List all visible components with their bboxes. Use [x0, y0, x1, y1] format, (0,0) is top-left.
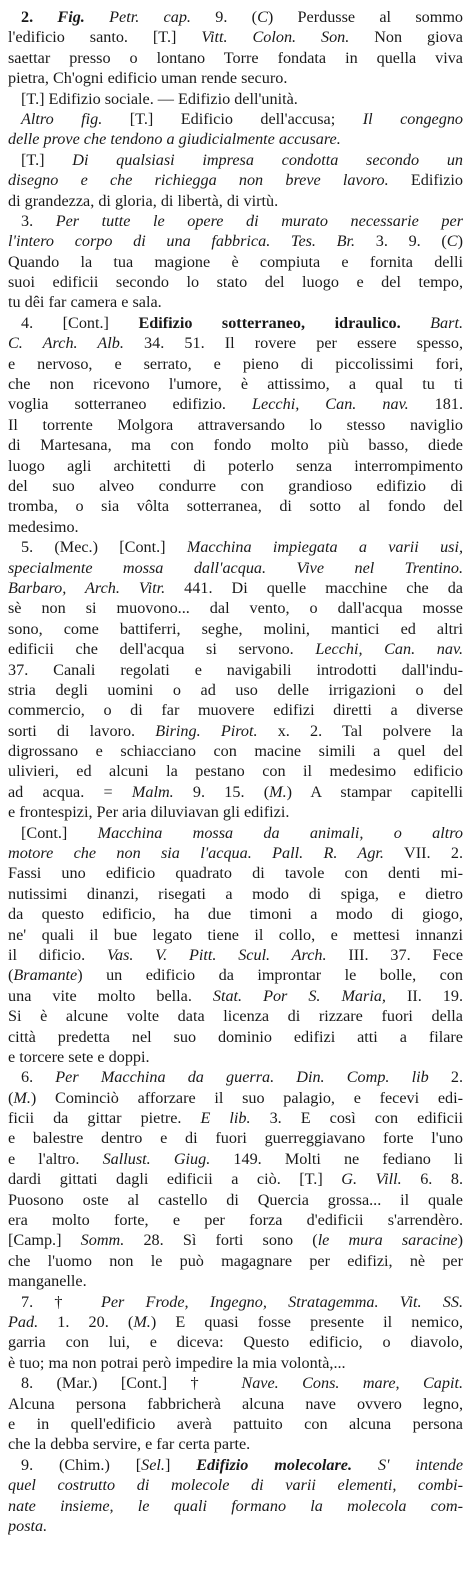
text-run: 8. (Mar.) [Cont.] †: [21, 1374, 242, 1393]
text-run: ad acqua. =: [8, 782, 132, 801]
text-run: Il torrente Molgora attraversando lo stesso naviglio: [8, 415, 463, 434]
styled-text-run: Per Frode, Ingegno, Stratagemma. Vit. SS.: [100, 1292, 463, 1311]
text-run: III. 37. Fece: [326, 945, 463, 964]
text-run: è tuo; ma non potrai però impedire la mia volontà,...: [8, 1353, 346, 1372]
styled-text-run: delle prove che tendono a giudicialmente accusare.: [8, 130, 341, 149]
text-run: Alcuna persona fabbricherà alcuna nave ovvero legno,: [8, 1394, 463, 1413]
styled-text-run: Barbaro, Arch. Vitr.: [8, 578, 166, 597]
styled-text-run: M.: [269, 782, 287, 801]
text-line: [8, 1332, 463, 1352]
text-run: pietra, Ch'ogni edificio uman rende securo.: [8, 69, 288, 88]
text-line: [8, 1027, 463, 1047]
text-run: l'edificio santo. [T.]: [8, 28, 202, 47]
text-run: ) un edificio da improntar le bolle, con: [77, 966, 463, 985]
text-run: ) Cominciò afforzare il suo palagio, e fecevi edi-: [30, 1088, 463, 1107]
text-run: ): [457, 1231, 463, 1250]
text-run: VII. 2.: [383, 844, 463, 863]
text-run: e nervoso, e serrato, e pieno di piccolissimi fori,: [8, 354, 463, 373]
styled-text-run: Stat. Por S. Maria,: [212, 986, 386, 1005]
text-line: [8, 761, 463, 781]
text-run: [T.]: [21, 150, 73, 169]
text-line: [8, 965, 463, 985]
styled-text-run: le mura saracine: [317, 1231, 458, 1250]
styled-text-run: Macchina impiegata a varii usi,: [186, 538, 463, 557]
styled-text-run: C: [257, 8, 268, 26]
text-run: 149. Molti ne fediano li: [210, 1149, 463, 1168]
text-run: [T.] Edificio dell'accusa;: [102, 109, 363, 128]
text-line: [8, 660, 463, 680]
text-line: [8, 700, 463, 720]
text-run: suoi edificii secondo lo stato del luogo e del tempo,: [8, 273, 463, 292]
text-run: 2.: [428, 1068, 463, 1087]
text-run: sono, come battiferri, seghe, molini, mantici ed altri: [8, 619, 463, 638]
text-line: [8, 313, 463, 333]
text-line: [8, 1047, 463, 1067]
styled-text-run: Lecchi, Can. nav.: [252, 395, 409, 414]
text-run: ficii da gittar pietre.: [8, 1109, 201, 1128]
text-line: [8, 925, 463, 945]
text-run: edificii che dell'acqua si servono.: [8, 640, 316, 659]
text-line: [8, 48, 463, 68]
text-run: medesimo.: [8, 517, 79, 536]
text-line: [8, 1475, 463, 1495]
text-run: il dificio.: [8, 945, 107, 964]
text-line: [8, 272, 463, 292]
text-line: [8, 904, 463, 924]
text-run: città predetta nel suo dominio edifizi atti a filare: [8, 1027, 463, 1046]
text-line: [8, 823, 463, 843]
text-line: [8, 68, 463, 88]
styled-text-run: Il congegno: [362, 109, 463, 128]
text-run: commercio, o di far muovere edifizi diretti a diverse: [8, 701, 463, 720]
text-line: [8, 191, 463, 211]
text-run: sè non si muovono... dal vento, o dall'acqua mosse: [8, 599, 463, 618]
styled-text-run: disegno e che richiegga non breve lavoro.: [8, 171, 389, 190]
text-line: [8, 1496, 463, 1516]
text-line: [8, 782, 463, 802]
text-line: [8, 292, 463, 312]
text-run: dardi gittati dagli edificii a ciò. [T.]: [8, 1170, 342, 1189]
styled-text-run: Edifizio molecolare.: [196, 1455, 353, 1474]
styled-text-run: Altro fig.: [21, 109, 103, 128]
dictionary-entry-text: [8, 7, 463, 1536]
text-line: [8, 333, 463, 353]
text-run: e in quell'edificio averà pattuito con alcuna persona: [8, 1414, 463, 1433]
text-line: [8, 945, 463, 965]
styled-text-run: Vas. V. Pitt. Scul. Arch.: [106, 945, 327, 964]
text-run: [T.] Edifizio sociale. — Edifizio dell'unità.: [21, 89, 298, 108]
styled-text-run: Biring. Pirot.: [155, 721, 258, 740]
text-run: che la debba servire, e far certa parte.: [8, 1435, 251, 1454]
text-line: [8, 741, 463, 761]
text-line: [8, 211, 463, 231]
text-run: 9. 15. (: [173, 782, 270, 801]
styled-text-run: Vitt. Colon. Son.: [201, 28, 350, 47]
styled-text-run: Pad.: [8, 1313, 39, 1331]
text-line: [8, 109, 463, 129]
text-run: ne' quali il bue legato tiene il collo, e mettesi innanzi: [8, 925, 463, 944]
text-line: [8, 598, 463, 618]
text-run: Si è alcune volte data licenza di rizzare fuori della: [8, 1007, 463, 1026]
text-run: [Camp.]: [8, 1231, 81, 1250]
text-line: [8, 1414, 463, 1434]
styled-text-run: Di qualsiasi impresa condotta secondo un: [72, 150, 463, 169]
text-run: II. 19.: [385, 986, 463, 1005]
styled-text-run: Nave. Cons. mare, Capit.: [241, 1374, 463, 1393]
text-run: manganelle.: [8, 1272, 87, 1291]
text-line: [8, 1455, 463, 1475]
styled-text-run: Fig.: [57, 8, 110, 26]
text-line: [8, 517, 463, 537]
text-run: ): [457, 232, 463, 251]
text-run: che non ricevono l'umore, è attissimo, a qual tu ti: [8, 375, 463, 394]
text-run: 181.: [408, 395, 463, 414]
text-run: (: [8, 1088, 14, 1107]
text-line: [8, 1108, 463, 1128]
text-run: ]: [164, 1455, 197, 1474]
text-line: [8, 1190, 463, 1210]
text-line: [8, 1516, 463, 1536]
styled-text-run: Pall. R. Agr.: [272, 844, 384, 863]
text-run: 37. Canali regolati e navigabili introdotti dall'indu-: [8, 660, 463, 679]
text-run: era molto forte, e per forza d'edificii s'arrendèro.: [8, 1211, 463, 1230]
text-run: ) E quasi fosse presente il nemico,: [150, 1313, 463, 1331]
styled-text-run: Bramante: [13, 966, 78, 985]
styled-text-run: Somm.: [80, 1231, 125, 1250]
styled-text-run: G. Vill.: [341, 1170, 402, 1189]
text-run: ) Perdusse al sommo: [267, 8, 463, 26]
text-line: [8, 1394, 463, 1414]
text-run: 3. E così con edificii: [250, 1109, 463, 1128]
text-run: nutissimi dinanzi, risegati a modo di spiga, e dietro: [8, 884, 463, 903]
text-line: [8, 843, 463, 863]
text-run: 6.: [21, 1068, 56, 1087]
text-run: [352, 1456, 378, 1474]
styled-text-run: M.: [13, 1088, 31, 1107]
text-line: [8, 1434, 463, 1454]
text-run: stria degli uomini o ad uso delle irrigazioni o del: [8, 680, 463, 699]
text-run: [252, 844, 272, 862]
text-line: [8, 1373, 463, 1393]
text-line: [8, 170, 463, 190]
text-run: [401, 314, 431, 332]
text-line: [8, 863, 463, 883]
text-line: [8, 1006, 463, 1026]
text-line: [8, 89, 463, 109]
text-run: Edifizio: [388, 171, 463, 190]
text-run: di grandezza, di gloria, di libertà, di virtù.: [8, 191, 279, 210]
text-run: ulivieri, ed alcuni la pestano con il medesimo edificio: [8, 762, 463, 781]
text-run: di Martesana, ma con fondo molto più basso, diede: [8, 436, 463, 455]
text-line: [8, 129, 463, 149]
text-line: [8, 252, 463, 272]
text-run: Quando la tua magione è compiuta e fornita delli: [8, 252, 463, 271]
text-run: [Cont.]: [21, 823, 98, 842]
text-line: [8, 7, 463, 27]
text-run: 3.: [21, 211, 56, 230]
text-run: e frontespizi, Per aria diluviavan gli edifizi.: [8, 803, 290, 822]
text-run: che l'uomo non le può magagnare per edifizi, nè per: [8, 1251, 463, 1270]
text-line: [8, 1271, 463, 1291]
text-line: [8, 1128, 463, 1148]
text-run: Fassi uno edificio quadrato di tavole con denti mi-: [8, 864, 463, 883]
text-line: [8, 1149, 463, 1169]
text-line: [8, 639, 463, 659]
text-line: [8, 1169, 463, 1189]
text-line: [8, 354, 463, 374]
text-run: garria con lui, e diceva: Questo edificio, o diavolo,: [8, 1333, 463, 1352]
text-run: digrossano e schiacciano con macine simili a quel del: [8, 742, 463, 761]
text-run: e l'altro.: [8, 1149, 103, 1168]
styled-text-run: Macchina mossa da animali, o altro: [97, 823, 463, 842]
styled-text-run: motore che non sia l'acqua.: [8, 844, 252, 863]
styled-text-run: Sel.: [141, 1455, 165, 1474]
styled-text-run: Sallust. Giug.: [102, 1149, 211, 1168]
text-line: [8, 578, 463, 598]
styled-text-run: C: [446, 232, 458, 251]
text-line: [8, 986, 463, 1006]
text-line: [8, 496, 463, 516]
styled-text-run: Bart.: [430, 313, 463, 332]
text-run: 3. 9. (: [355, 232, 447, 251]
text-line: [8, 721, 463, 741]
styled-text-run: Per Macchina da guerra. Din. Comp. lib: [55, 1068, 429, 1087]
styled-text-run: M.: [133, 1313, 151, 1331]
text-run: [266, 559, 296, 577]
text-line: [8, 27, 463, 47]
styled-text-run: specialmente mossa dall'acqua.: [8, 558, 267, 577]
text-run: saettar presso o lontano Torre fondata in quella viva: [8, 48, 463, 67]
text-run: 9. (Chim.) [: [21, 1455, 142, 1474]
styled-text-run: E lib.: [200, 1109, 251, 1128]
text-run: sorti di lavoro.: [8, 721, 156, 740]
text-line: [8, 1088, 463, 1108]
text-line: [8, 558, 463, 578]
text-run: del suo alveo condurre con grandioso edifizio di: [8, 476, 463, 495]
text-line: [8, 1210, 463, 1230]
styled-text-run: Petr. cap.: [109, 8, 216, 26]
text-run: 1. 20. (: [38, 1313, 134, 1331]
styled-text-run: Malm.: [131, 782, 174, 801]
text-run: 441. Di quelle macchine che da: [165, 578, 463, 597]
text-line: [8, 1312, 463, 1332]
styled-text-run: Per tutte le opere di murato necessarie per: [55, 211, 463, 230]
text-line: [8, 1353, 463, 1373]
text-run: 6. 8.: [401, 1170, 463, 1189]
text-line: [8, 231, 463, 251]
styled-text-run: posta.: [8, 1516, 48, 1535]
text-run: da questo edificio, ha due timoni a modo di giogo,: [8, 905, 463, 924]
text-run: 7. †: [21, 1292, 101, 1311]
text-run: tu dêi far camera e sala.: [8, 293, 162, 312]
text-line: [8, 374, 463, 394]
text-line: [8, 1292, 463, 1312]
text-line: [8, 476, 463, 496]
text-run: 28. Sì forti sono (: [124, 1231, 318, 1250]
text-line: [8, 456, 463, 476]
text-line: [8, 1230, 463, 1250]
text-run: e torcere sete e doppi.: [8, 1047, 150, 1066]
styled-text-run: l'intero corpo di una fabbrica. Tes. Br.: [8, 232, 356, 251]
text-run: Non giova: [349, 28, 463, 47]
styled-text-run: C. Arch. Alb.: [8, 334, 124, 353]
styled-text-run: quel costrutto di molecole di varii elementi, combi-: [8, 1476, 463, 1495]
text-line: [8, 150, 463, 170]
text-line: [8, 1251, 463, 1271]
text-run: 34. 51. Il rovere per essere spesso,: [123, 334, 463, 353]
text-run: tromba, o sia vôlta sotterranea, di sotto al fondo del: [8, 497, 463, 516]
styled-text-run: Lecchi, Can. nav.: [315, 640, 463, 659]
text-line: [8, 884, 463, 904]
text-run: ) A stampar capitelli: [286, 782, 463, 801]
text-line: [8, 435, 463, 455]
text-run: Puosono oste al castello di Quercia grossa... il quale: [8, 1190, 463, 1209]
text-run: (: [8, 966, 14, 985]
text-line: [8, 619, 463, 639]
text-line: [8, 680, 463, 700]
text-run: voglia sotterraneo edifizio.: [8, 395, 253, 414]
text-run: una vite molto bella.: [8, 986, 213, 1005]
text-run: 5. (Mec.) [Cont.]: [21, 538, 187, 557]
text-line: [8, 415, 463, 435]
text-run: luogo agli architetti di poterlo senza interrompimento: [8, 456, 463, 475]
text-line: [8, 802, 463, 822]
text-run: 4. [Cont.]: [21, 313, 139, 332]
styled-text-run: S' intende: [377, 1455, 463, 1474]
styled-text-run: 2.: [21, 8, 58, 26]
styled-text-run: Edifizio sotterraneo, idraulico.: [138, 313, 401, 332]
styled-text-run: Vive nel Trentino.: [296, 558, 463, 577]
text-line: [8, 1067, 463, 1087]
text-run: 9. (: [215, 8, 258, 26]
styled-text-run: nate insieme, le quali formano la molecola com-: [8, 1496, 463, 1515]
text-line: [8, 537, 463, 557]
text-run: x. 2. Tal polvere la: [257, 721, 463, 740]
text-line: [8, 394, 463, 414]
text-run: e balestre dentro e di fuori guerreggiavano forte l'uno: [8, 1129, 463, 1148]
